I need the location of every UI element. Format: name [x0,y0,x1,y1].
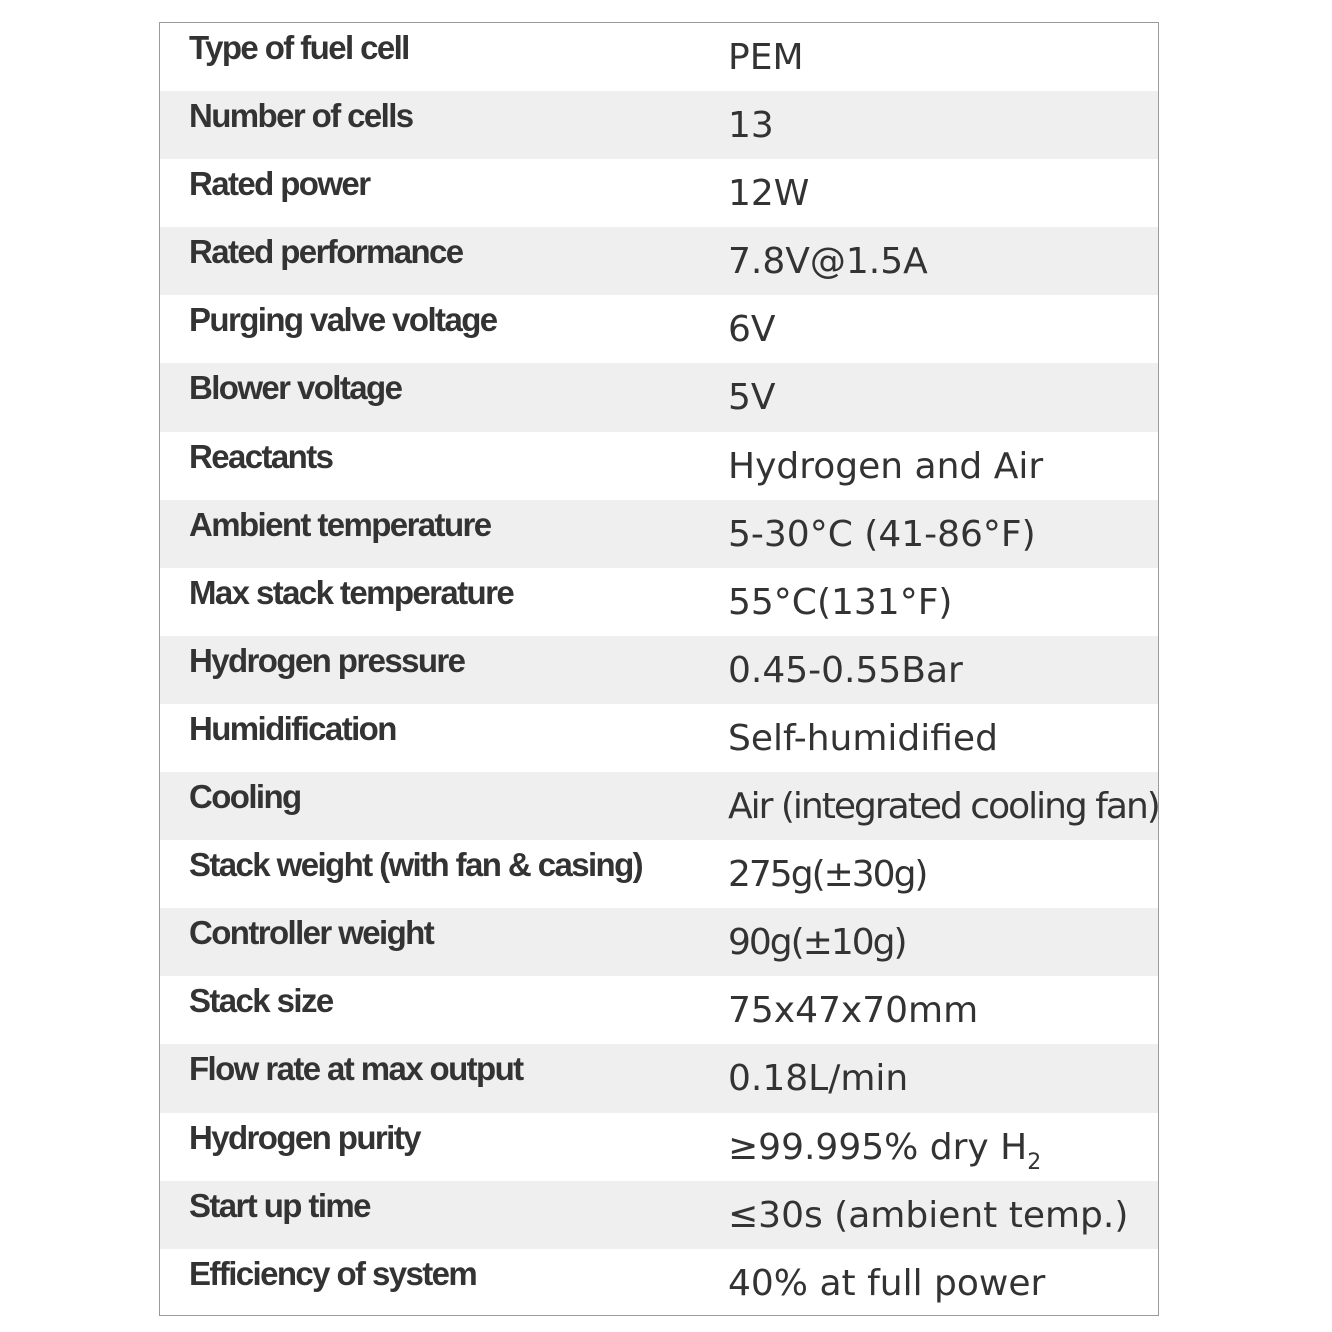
table-row [160,1181,1158,1249]
table-row [160,159,1158,227]
table-row [160,772,1158,840]
spec-value: 90g(±10g) [728,922,906,964]
spec-value: 5-30°C (41-86°F) [728,513,1036,555]
spec-label: Hydrogen pressure [189,641,465,679]
table-row [160,1044,1158,1112]
table-row [160,432,1158,500]
spec-value: 13 [728,105,774,147]
spec-label: Cooling [189,778,301,816]
spec-label: Rated power [189,165,370,203]
table-row [160,295,1158,363]
table-row [160,568,1158,636]
spec-label: Stack weight (with fan & casing) [189,846,643,884]
spec-value: 5V [728,377,776,419]
spec-value: Self-humidified [728,717,998,759]
spec-value: 55°C(131°F) [728,581,953,623]
table-row [160,363,1158,431]
spec-value: 7.8V@1.5A [728,241,928,283]
table-row [160,704,1158,772]
table-row [160,1113,1158,1181]
table-row [160,636,1158,704]
spec-value: Hydrogen and Air [728,445,1044,487]
spec-label: Purging valve voltage [189,301,497,339]
spec-label: Ambient temperature [189,505,491,543]
spec-value: 6V [728,309,776,351]
table-row [160,908,1158,976]
spec-value: 275g(±30g) [728,854,927,896]
spec-value: 0.18L/min [728,1058,909,1100]
table-row [160,23,1158,91]
table-row [160,500,1158,568]
spec-value: 0.45-0.55Bar [728,649,963,691]
table-row [160,840,1158,908]
spec-label: Start up time [189,1186,370,1224]
spec-label: Blower voltage [189,369,402,407]
spec-value: ≤30s (ambient temp.) [728,1194,1129,1236]
spec-value: 12W [728,173,810,215]
spec-label: Reactants [189,437,333,475]
spec-label: Type of fuel cell [189,29,409,66]
table-row [160,227,1158,295]
table-row [160,976,1158,1044]
spec-label: Hydrogen purity [189,1118,420,1156]
spec-label: Flow rate at max output [189,1050,523,1088]
spec-label: Efficiency of system [189,1254,477,1292]
spec-value: PEM [728,37,804,78]
spec-label: Controller weight [189,914,434,952]
fuel-cell-spec-table [159,22,1159,1316]
spec-label: Rated performance [189,233,463,271]
table-row [160,1249,1158,1317]
spec-label: Max stack temperature [189,573,514,611]
spec-value-subscript: 2 [1027,1149,1042,1175]
spec-label: Number of cells [189,97,413,135]
spec-label: Humidification [189,709,396,747]
spec-label: Stack size [189,982,333,1020]
spec-value-text: ≥99.995% dry H [728,1126,1028,1168]
spec-value: Air (integrated cooling fan) [728,786,1159,828]
spec-value [728,1127,1041,1175]
table-row [160,91,1158,159]
spec-value: 75x47x70mm [728,990,979,1032]
spec-value: 40% at full power [728,1262,1046,1304]
